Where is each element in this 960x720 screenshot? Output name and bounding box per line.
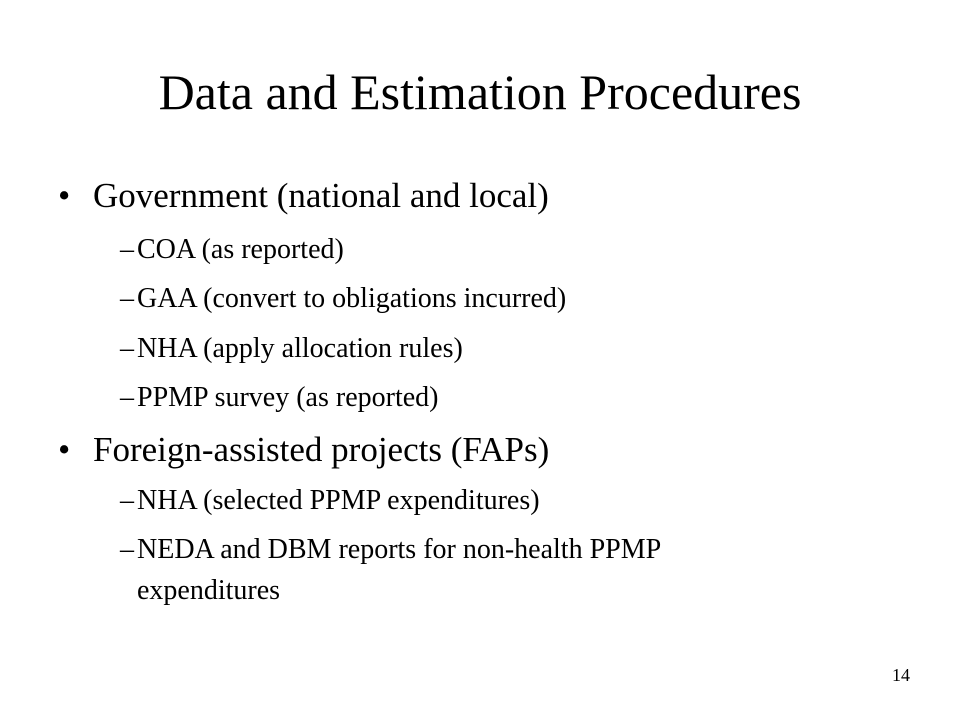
dash-icon: – [120,234,134,265]
dash-icon: – [120,283,134,314]
sub-bullet-text: expenditures [137,575,281,606]
sub-bullet-text: NHA (selected PPMP expenditures) [137,485,540,516]
dash-icon: – [120,382,134,413]
bullet-text: Government (national and local) [93,176,549,215]
sub-bullet-text: NHA (apply allocation rules) [137,333,463,364]
sub-bullet-text: COA (as reported) [137,234,344,265]
slide-title: Data and Estimation Procedures [158,64,802,120]
dash-icon: – [120,534,134,565]
bullet-text: Foreign-assisted projects (FAPs) [93,430,550,469]
dash-icon: – [120,485,134,516]
bullet-icon: • [58,176,71,215]
sub-bullet-text: NEDA and DBM reports for non-health PPMP [137,534,662,565]
dash-icon: – [120,333,134,364]
sub-bullet-text: PPMP survey (as reported) [137,382,439,413]
page-number: 14 [892,665,910,685]
bullet-icon: • [58,430,71,469]
sub-bullet-text: GAA (convert to obligations incurred) [137,283,567,314]
